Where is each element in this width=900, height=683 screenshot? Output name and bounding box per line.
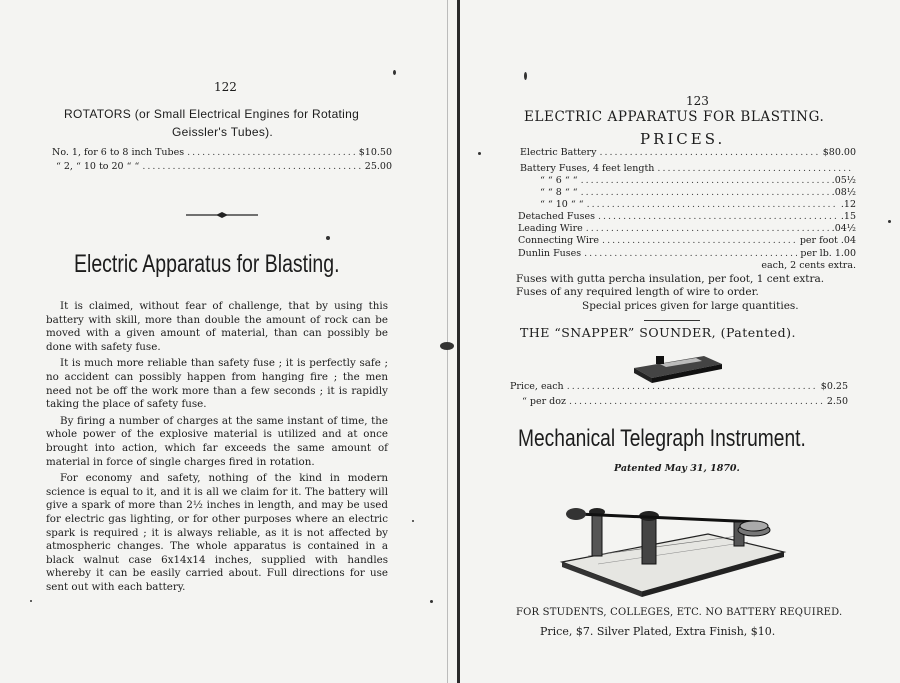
price-value: 2.50 xyxy=(826,396,848,407)
price-label: Dunlin Fuses xyxy=(518,248,582,259)
price-value: .04½ xyxy=(831,223,856,234)
rotators-heading-line2: Geissler's Tubes). xyxy=(172,125,274,139)
price-row xyxy=(540,199,856,210)
price-label: “ “ 6 “ “ xyxy=(540,175,578,186)
scan-speck xyxy=(30,600,32,602)
price-value: .08½ xyxy=(831,187,856,198)
telegraph-title: Mechanical Telegraph Instrument. xyxy=(518,425,806,452)
telegraph-instrument-illustration xyxy=(558,492,790,598)
price-value: $0.25 xyxy=(820,381,848,392)
scan-speck xyxy=(393,70,396,75)
price-row xyxy=(518,235,856,246)
leader-dots xyxy=(569,396,824,407)
price-label: “ “ 8 “ “ xyxy=(540,187,578,198)
telegraph-footer-line2: Price, $7. Silver Plated, Extra Finish, $10. xyxy=(540,625,776,638)
leader-dots xyxy=(567,381,818,392)
paragraph: By firing a number of charges at the same instant of time, the whole power of the explosive material is utilized and at once brought into action, which far exceeds the same amount of material in force of single charges fired in rotation. xyxy=(46,414,388,468)
scan-speck xyxy=(888,220,891,223)
leader-dots xyxy=(581,187,829,198)
price-row xyxy=(520,163,856,174)
scan-speck xyxy=(524,72,527,80)
page-number-right: 123 xyxy=(686,94,709,108)
price-value: .15 xyxy=(840,211,856,222)
blasting-title: Electric Apparatus for Blasting. xyxy=(74,250,340,278)
rotator-item xyxy=(52,147,392,158)
price-row-note: each, 2 cents extra. xyxy=(761,260,856,271)
leader-dots xyxy=(581,175,829,186)
scan-speck xyxy=(430,600,433,603)
rotator-item-price: $10.50 xyxy=(358,147,392,158)
right-page xyxy=(454,0,900,683)
sounder-heading: THE “SNAPPER” SOUNDER, (Patented). xyxy=(520,325,797,340)
patent-line: Patented May 31, 1870. xyxy=(614,463,740,474)
price-value: .12 xyxy=(840,199,856,210)
price-row xyxy=(518,211,856,222)
scan-speck xyxy=(440,342,454,350)
price-value: per foot .04 xyxy=(799,235,856,246)
prices-subtitle: PRICES. xyxy=(640,130,726,148)
price-row xyxy=(540,187,856,198)
leader-dots xyxy=(586,223,829,234)
leader-dots xyxy=(657,163,853,174)
price-label: Price, each xyxy=(510,381,564,392)
leader-dots xyxy=(187,147,356,158)
leader-dots xyxy=(598,211,838,222)
paragraph: It is much more reliable than safety fuse ; it is perfectly safe ; no accident can possibly happen from hanging fire ; the men need not be off the work more than a few seconds ; it is rapidly taking the place of safety fuse. xyxy=(46,357,388,411)
leader-dots xyxy=(587,199,838,210)
page-number-left: 122 xyxy=(214,80,237,94)
scan-speck xyxy=(478,152,481,155)
price-row xyxy=(518,248,856,259)
sounder-price-row xyxy=(510,381,848,392)
note-line: Fuses with gutta percha insulation, per foot, 1 cent extra. xyxy=(516,273,825,285)
sounder-price-row xyxy=(522,396,848,407)
price-row xyxy=(518,223,856,234)
rotator-item-price: 25.00 xyxy=(364,161,392,172)
price-label: Leading Wire xyxy=(518,223,583,234)
prices-title: ELECTRIC APPARATUS FOR BLASTING. xyxy=(524,109,825,125)
price-value: $80.00 xyxy=(822,147,856,158)
price-value: .05½ xyxy=(831,175,856,186)
rotator-item-label: “ 2, “ 10 to 20 “ “ xyxy=(56,161,140,172)
leader-dots xyxy=(142,161,361,172)
ornament-divider xyxy=(184,210,260,220)
price-label: “ per doz xyxy=(522,396,566,407)
price-label: Battery Fuses, 4 feet length xyxy=(520,163,655,174)
telegraph-footer-line1: FOR STUDENTS, COLLEGES, ETC. NO BATTERY REQUIRED. xyxy=(516,607,843,618)
blasting-description xyxy=(46,300,388,597)
price-label: Electric Battery xyxy=(520,147,597,158)
price-label: Connecting Wire xyxy=(518,235,600,246)
scan-speck xyxy=(326,236,330,240)
paragraph: For economy and safety, nothing of the kind in modern science is equal to it, and it is all we claim for it. The battery will give a spark of more than 2½ inches in length, and may be used for electric gas lighting, or for other purposes where an electric spark is required ; it is always reliable, as it is not affected by atmospheric changes. The whole apparatus is contained in a black walnut case 6x14x14 inches, supplied with handles whereby it can be easily carried about. Full directions for use sent out with each battery. xyxy=(46,472,388,593)
divider-rule xyxy=(644,320,700,321)
paragraph: It is claimed, without fear of challenge, that by using this battery with skill, more than double the amount of rock can be moved with a given amount of material, than can possibly be done with safety fuse. xyxy=(46,300,388,353)
price-row xyxy=(520,147,856,158)
note-line: Fuses of any required length of wire to order. xyxy=(516,286,759,298)
rotators-heading-line1: ROTATORS (or Small Electrical Engines for Rotating xyxy=(64,107,360,121)
rotator-item xyxy=(56,161,392,172)
price-label: Detached Fuses xyxy=(518,211,595,222)
leader-dots xyxy=(602,235,797,246)
price-row xyxy=(540,175,856,186)
scan-speck xyxy=(412,520,414,522)
leader-dots xyxy=(599,147,819,158)
left-page xyxy=(0,0,448,683)
price-label: “ “ 10 “ “ xyxy=(540,199,584,210)
price-value: per lb. 1.00 xyxy=(800,248,856,259)
note-line: Special prices given for large quantities. xyxy=(582,300,799,312)
leader-dots xyxy=(584,248,797,259)
snapper-sounder-illustration xyxy=(630,350,726,384)
rotator-item-label: No. 1, for 6 to 8 inch Tubes xyxy=(52,147,185,158)
